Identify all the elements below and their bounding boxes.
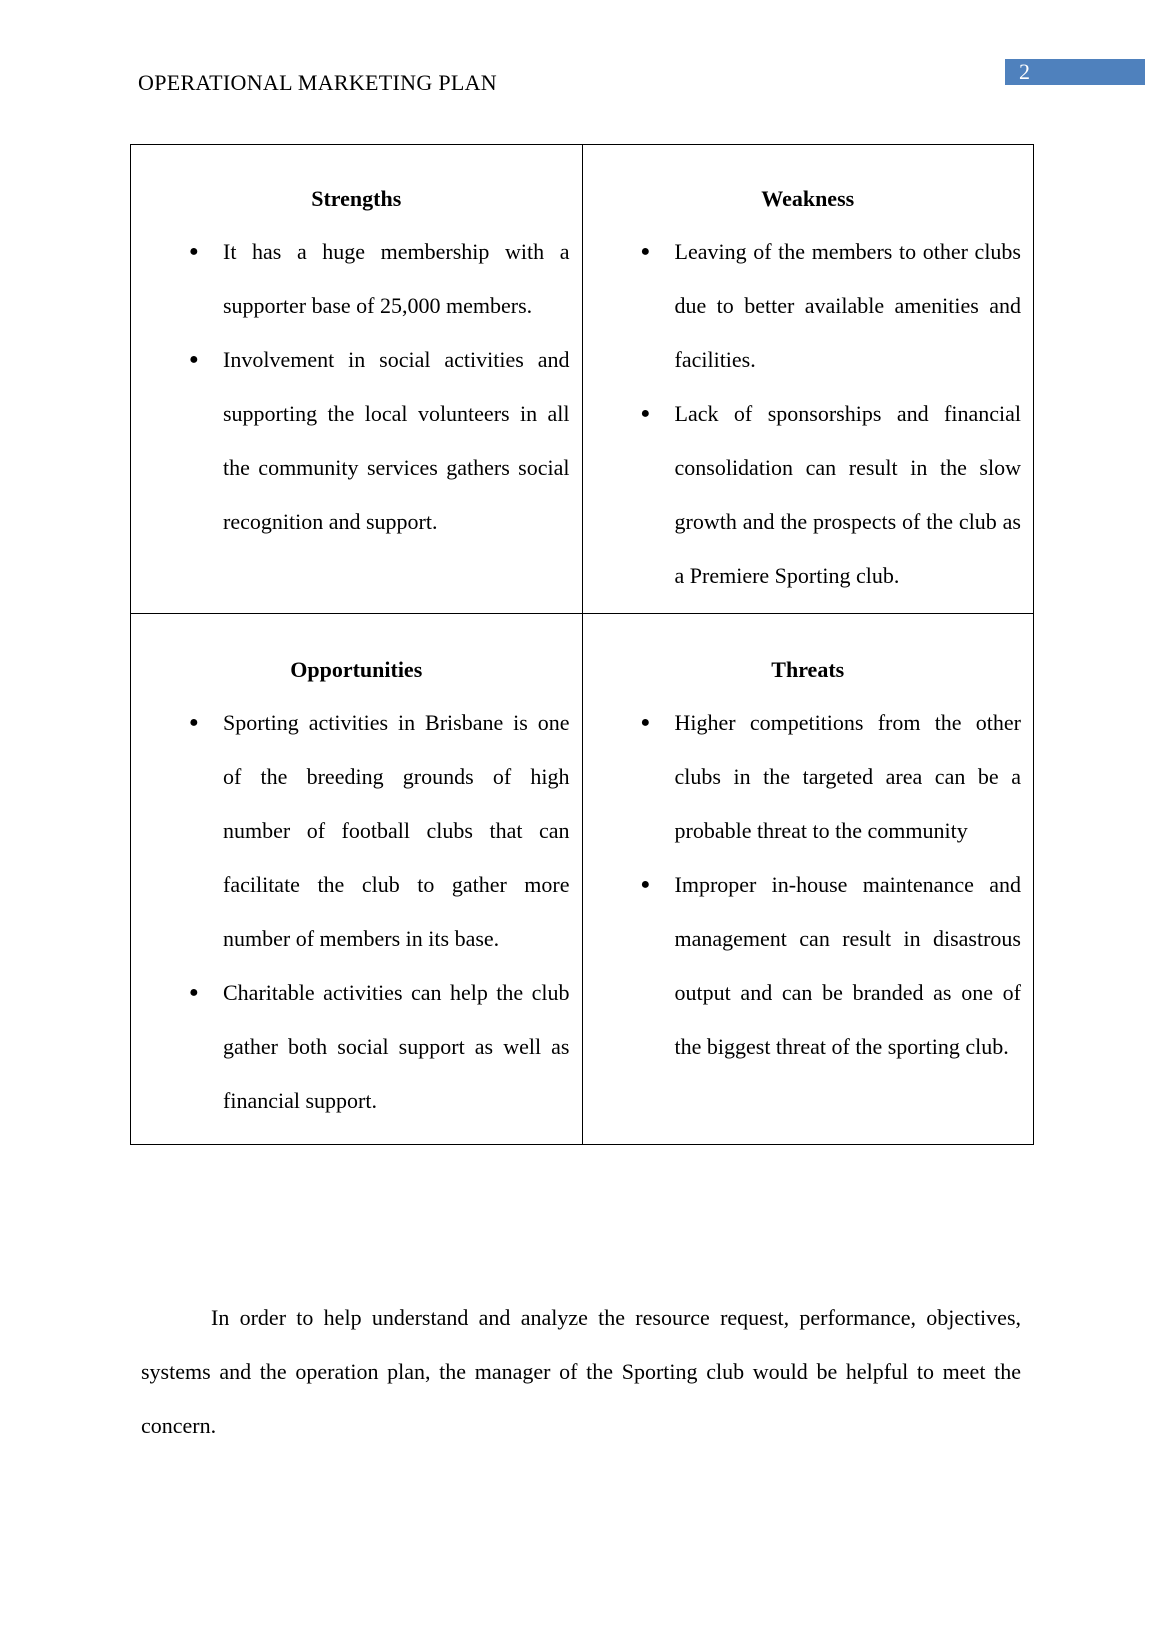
bullet-icon: ● (189, 243, 199, 260)
body-paragraph: In order to help understand and analyze the resource request, performance, objectives, systems and the operation plan, the manager of the Sporting club would be helpful to meet the concern. (141, 1305, 1021, 1438)
list-item-text: Charitable activities can help the club gather both social support as well as financial support. (223, 980, 570, 1113)
threats-list (595, 696, 1022, 1074)
list-item (595, 696, 1022, 858)
threats-heading: Threats (771, 657, 845, 682)
list-item (595, 387, 1022, 603)
bullet-icon: ● (640, 714, 651, 731)
list-item-text: Sporting activities in Brisbane is one of the breeding grounds of high number of football clubs that can facilitate the club to gather more number of members in its base. (223, 710, 570, 951)
list-item-text: Improper in-house maintenance and management can result in disastrous output and can be branded as one of the biggest threat of the sporting club. (674, 872, 1021, 1059)
bullet-icon: ● (189, 984, 199, 1001)
list-item-text: Higher competitions from the other clubs in the targeted area can be a probable threat to the community (674, 710, 1021, 843)
swot-table (130, 144, 1034, 1145)
list-item (143, 225, 570, 333)
list-item-text: Lack of sponsorships and financial consolidation can result in the slow growth and the prospects of the club as a Premiere Sporting club. (674, 401, 1021, 588)
bullet-icon: ● (640, 405, 651, 422)
page-number: 2 (1005, 59, 1145, 85)
bullet-icon: ● (640, 243, 651, 260)
bullet-icon: ● (640, 876, 651, 893)
opportunities-heading: Opportunities (290, 657, 423, 682)
list-item (595, 858, 1022, 1074)
bullet-icon: ● (189, 351, 199, 368)
list-item-text: It has a huge membership with a supporter base of 25,000 members. (223, 239, 570, 318)
list-item-text: Leaving of the members to other clubs due to better available amenities and facilities. (674, 239, 1021, 372)
weakness-list (595, 225, 1022, 603)
opportunities-list (143, 696, 570, 1128)
list-item (143, 966, 570, 1128)
list-item (143, 696, 570, 966)
opportunities-cell (131, 614, 583, 1145)
swot-row-bottom (131, 614, 1034, 1145)
list-item (595, 225, 1022, 387)
swot-row-top (131, 145, 1034, 614)
strengths-cell (131, 145, 583, 614)
list-item (143, 333, 570, 549)
strengths-heading: Strengths (311, 186, 402, 211)
threats-cell (582, 614, 1034, 1145)
weakness-cell (582, 145, 1034, 614)
list-item-text: Involvement in social activities and supporting the local volunteers in all the community services gathers social recognition and support. (223, 347, 570, 534)
bullet-icon: ● (189, 714, 199, 731)
running-header-title: OPERATIONAL MARKETING PLAN (138, 70, 497, 95)
weakness-heading: Weakness (761, 186, 855, 211)
strengths-list (143, 225, 570, 549)
